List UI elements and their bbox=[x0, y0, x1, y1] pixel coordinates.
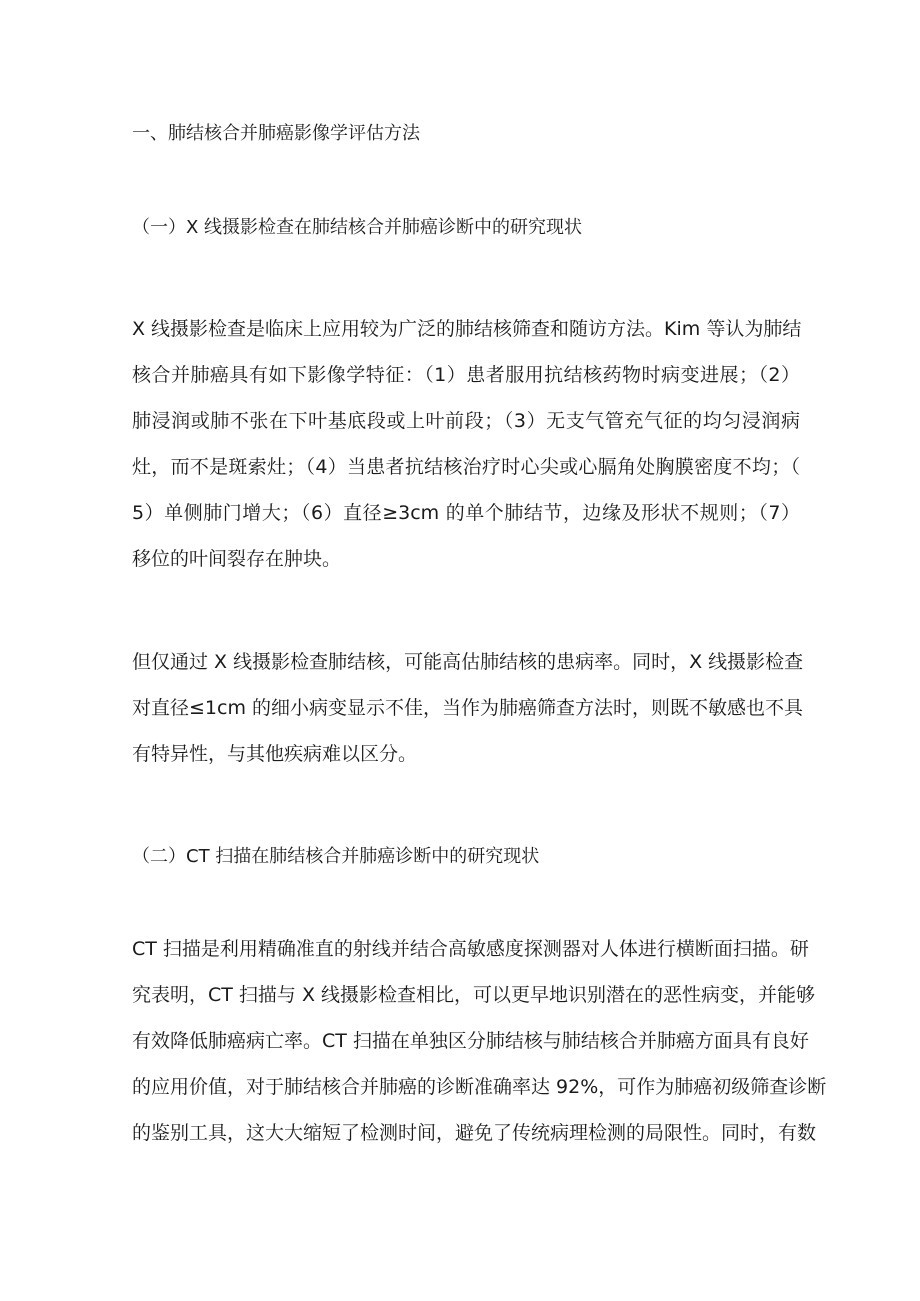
paragraph-line: 移位的叶间裂存在肿块。 bbox=[132, 548, 342, 570]
paragraph-line: 核合并肺癌具有如下影像学特征：（1）患者服用抗结核药物时病变进展；（2） bbox=[132, 364, 800, 386]
paragraph-line: 但仅通过 X 线摄影检查肺结核，可能高估肺结核的患病率。同时，X 线摄影检查 bbox=[132, 651, 804, 673]
paragraph-line: X 线摄影检查是临床上应用较为广泛的肺结核筛查和随访方法。Kim 等认为肺结 bbox=[132, 318, 802, 340]
subsection-title-xray: （一）X 线摄影检查在肺结核合并肺癌诊断中的研究现状 bbox=[132, 217, 583, 238]
paragraph-line: 有效降低肺癌病亡率。CT 扫描在单独区分肺结核与肺结核合并肺癌方面具有良好 bbox=[132, 1030, 809, 1052]
paragraph-xray-limitations bbox=[132, 645, 804, 783]
paragraph-line: 5）单侧肺门增大；（6）直径≥3cm 的单个肺结节，边缘及形状不规则；（7） bbox=[132, 502, 800, 524]
paragraph-line: 有特异性，与其他疾病难以区分。 bbox=[132, 743, 418, 765]
paragraph-ct-scan bbox=[132, 932, 827, 1162]
paragraph-line: 的鉴别工具，这大大缩短了检测时间，避免了传统病理检测的局限性。同时，有数 bbox=[132, 1122, 817, 1144]
paragraph-line: 究表明，CT 扫描与 X 线摄影检查相比，可以更早地识别潜在的恶性病变，并能够 bbox=[132, 984, 816, 1006]
paragraph-xray-features bbox=[132, 312, 800, 588]
paragraph-line: 肺浸润或肺不张在下叶基底段或上叶前段；（3）无支气管充气征的均匀浸润病 bbox=[132, 410, 800, 432]
paragraph-line: 的应用价值，对于肺结核合并肺癌的诊断准确率达 92%，可作为肺癌初级筛查诊断 bbox=[132, 1076, 827, 1098]
paragraph-line: 对直径≤1cm 的细小病变显示不佳，当作为肺癌筛查方法时，则既不敏感也不具 bbox=[132, 697, 804, 719]
section-title: 一、肺结核合并肺癌影像学评估方法 bbox=[132, 123, 420, 144]
paragraph-line: CT 扫描是利用精确准直的射线并结合高敏感度探测器对人体进行横断面扫描。研 bbox=[132, 938, 809, 960]
paragraph-line: 灶，而不是斑索灶；（4）当患者抗结核治疗时心尖或心膈角处胸膜密度不均；（ bbox=[132, 456, 800, 478]
subsection-title-ct: （二）CT 扫描在肺结核合并肺癌诊断中的研究现状 bbox=[132, 846, 540, 867]
